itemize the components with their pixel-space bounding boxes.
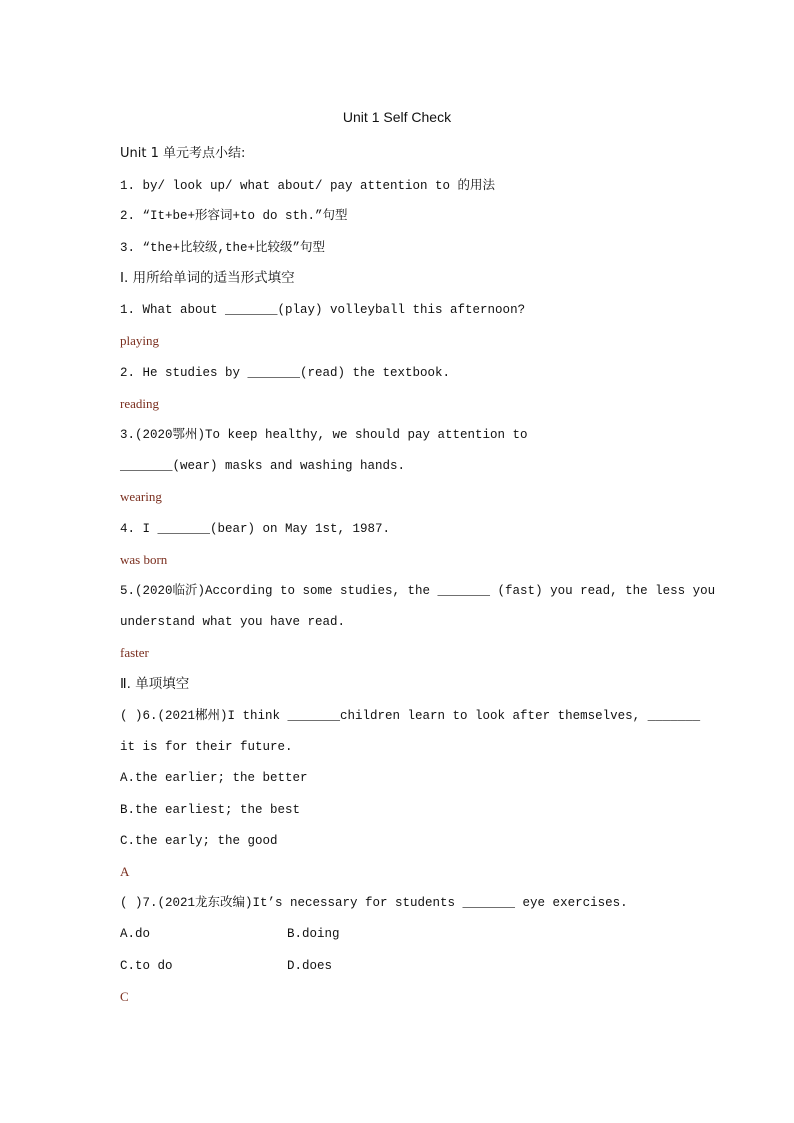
question-3-line-2: _______(wear) masks and washing hands. xyxy=(120,459,406,473)
summary-point-3: 3. “the+比较级,the+比较级”句型 xyxy=(120,241,326,255)
option-6c: C.the early; the good xyxy=(120,834,278,848)
answer-4: was born xyxy=(120,552,168,567)
question-2: 2. He studies by _______(read) the textbook. xyxy=(120,366,451,380)
option-6a: A.the earlier; the better xyxy=(120,771,308,785)
question-5-line-1: 5.(2020临沂)According to some studies, the _______ (fast) you read, the less you xyxy=(120,584,716,598)
question-4: 4. I _______(bear) on May 1st, 1987. xyxy=(120,522,391,536)
question-7: ( )7.(2021龙东改编)It’s necessary for students _______ eye exercises. xyxy=(120,896,628,910)
question-6-line-1: ( )6.(2021郴州)I think _______children learn to look after themselves, _______ xyxy=(120,709,701,723)
answer-7: C xyxy=(120,989,129,1004)
answer-3: wearing xyxy=(120,489,162,504)
section-1-heading: Ⅰ. 用所给单词的适当形式填空 xyxy=(120,270,295,286)
summary-heading: Unit 1 单元考点小结: xyxy=(120,146,246,161)
summary-point-1: 1. by/ look up/ what about/ pay attention to 的用法 xyxy=(120,179,496,193)
option-6b: B.the earliest; the best xyxy=(120,803,301,817)
option-7a: A.do xyxy=(120,927,151,941)
question-6-line-2: it is for their future. xyxy=(120,740,293,754)
option-7d: D.does xyxy=(287,959,333,973)
answer-5: faster xyxy=(120,645,149,660)
option-7c: C.to do xyxy=(120,959,173,973)
answer-1: playing xyxy=(120,333,159,348)
question-5-line-2: understand what you have read. xyxy=(120,615,346,629)
page-title: Unit 1 Self Check xyxy=(342,109,452,125)
summary-point-2: 2. “It+be+形容词+to do sth.”句型 xyxy=(120,209,348,223)
question-1: 1. What about _______(play) volleyball this afternoon? xyxy=(120,303,526,317)
question-3-line-1: 3.(2020鄂州)To keep healthy, we should pay attention to xyxy=(120,428,528,442)
answer-2: reading xyxy=(120,396,159,411)
option-7b: B.doing xyxy=(287,927,340,941)
section-2-heading: Ⅱ. 单项填空 xyxy=(120,676,190,692)
answer-6: A xyxy=(120,864,130,879)
